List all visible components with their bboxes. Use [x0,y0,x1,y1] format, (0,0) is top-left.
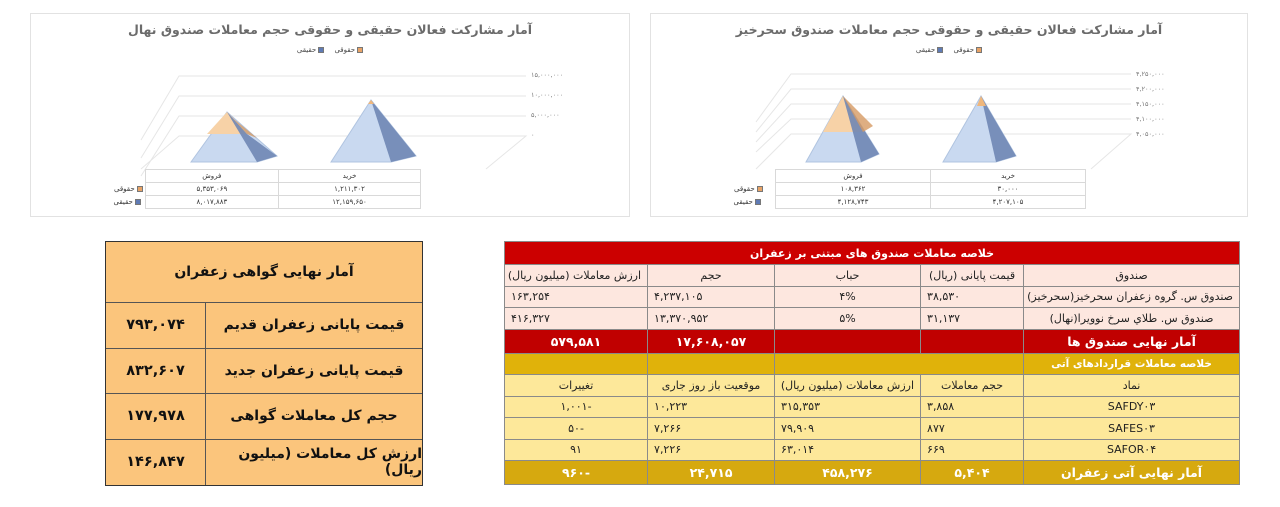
certificate-summary-title: آمار نهایی گواهی زعفران [106,242,422,303]
futures-title-row: خلاصه معاملات قراردادهای آتی [505,353,1240,375]
row-label-real: حقیقی [112,196,146,209]
summary-row: قیمت پایانی زعفران قدیم ۷۹۳,۰۷۴ [106,303,422,349]
legend-item-legal: حقوقی [334,46,363,54]
y-tick: ۱۰,۰۰۰,۰۰۰ [531,91,564,99]
y-tick: ۴,۱۵۰,۰۰۰ [1136,100,1165,108]
chart-nahal [30,13,630,217]
legend-item-real: حقیقی [916,46,943,54]
certificate-summary [105,241,423,486]
chart-title: آمار مشارکت فعالان حقیقی و حقوقی حجم معاملات صندوق نهال [128,22,532,37]
futures-header-row: نماد حجم معاملات ارزش معاملات (میلیون ریال) موقعیت باز روز جاری تغییرات [505,375,1240,397]
funds-futures-table [504,241,1240,485]
y-tick: ۰ [531,131,535,139]
funds-total-row: آمار نهایی صندوق ها ۱۷,۶۰۸,۰۵۷ ۵۷۹,۵۸۱ [505,329,1240,353]
funds-header-row: صندوق قیمت پایانی (ریال) حباب حجم ارزش معاملات (میلیون ریال) [505,265,1240,287]
funds-title-row: خلاصه معاملات صندوق های مبتنی بر زعفران [505,242,1240,265]
y-tick: ۴,۲۵۰,۰۰۰ [1136,70,1165,78]
row-label-legal: حقوقی [732,183,776,196]
y-tick: ۴,۱۰۰,۰۰۰ [1136,115,1165,123]
y-tick: ۴,۲۰۰,۰۰۰ [1136,85,1165,93]
summary-row: حجم کل معاملات گواهی ۱۷۷,۹۷۸ [106,394,422,440]
table-row: SAFDY۰۳ ۳,۸۵۸ ۳۱۵,۳۵۳ ۱۰,۲۲۳ -۱,۰۰۱ [505,396,1240,418]
table-row: صندوق س. طلاي سرخ نوويرا(نهال) ۳۱,۱۳۷ ۵% ۱۳,۳۷۰,۹۵۲ ۴۱۶,۳۲۷ [505,308,1240,330]
row-label-real: حقیقی [732,196,776,209]
legend-item-real: حقیقی [297,46,324,54]
chart-data-table: خرید فروش ۱,۲۱۱,۳۰۲ ۵,۳۵۳,۰۶۹ حقوقی ۱۲,۱۵۹,۶۵۰ ۸,۰۱۷,۸۸۳ حقیقی [111,169,421,209]
chart-data-table: خرید فروش ۳۰,۰۰۰ ۱۰۸,۳۶۲ حقوقی ۴,۲۰۷,۱۰۵ ۴,۱۲۸,۷۴۳ حقیقی [731,169,1086,209]
chart-title: آمار مشارکت فعالان حقیقی و حقوقی حجم معاملات صندوق سحرخیز [735,22,1163,37]
y-tick: ۱۵,۰۰۰,۰۰۰ [531,71,564,79]
legend-item-legal: حقوقی [953,46,982,54]
table-row: صندوق س. گروه زعفران سحرخیز(سحرخیز) ۳۸,۵۳۰ ۴% ۴,۲۳۷,۱۰۵ ۱۶۳,۲۵۴ [505,286,1240,308]
y-tick: ۵,۰۰۰,۰۰۰ [531,111,560,119]
summary-row: قیمت پایانی زعفران جدید ۸۳۲,۶۰۷ [106,349,422,395]
table-row: SAFES۰۳ ۸۷۷ ۷۹,۹۰۹ ۷,۲۶۶ -۵۰ [505,418,1240,440]
futures-total-row: آمار نهایی آتی زعفران ۵,۴۰۴ ۴۵۸,۲۷۶ ۲۴,۷۱۵ -۹۶۰ [505,461,1240,485]
table-row: SAFOR۰۴ ۶۶۹ ۶۳,۰۱۴ ۷,۲۲۶ ۹۱ [505,439,1240,461]
summary-row: ارزش کل معاملات (میلیون ریال) ۱۴۶,۸۴۷ [106,440,422,486]
row-label-legal: حقوقی [112,183,146,196]
y-tick: ۴,۰۵۰,۰۰۰ [1136,130,1165,138]
chart-saharkhiz [650,13,1248,217]
